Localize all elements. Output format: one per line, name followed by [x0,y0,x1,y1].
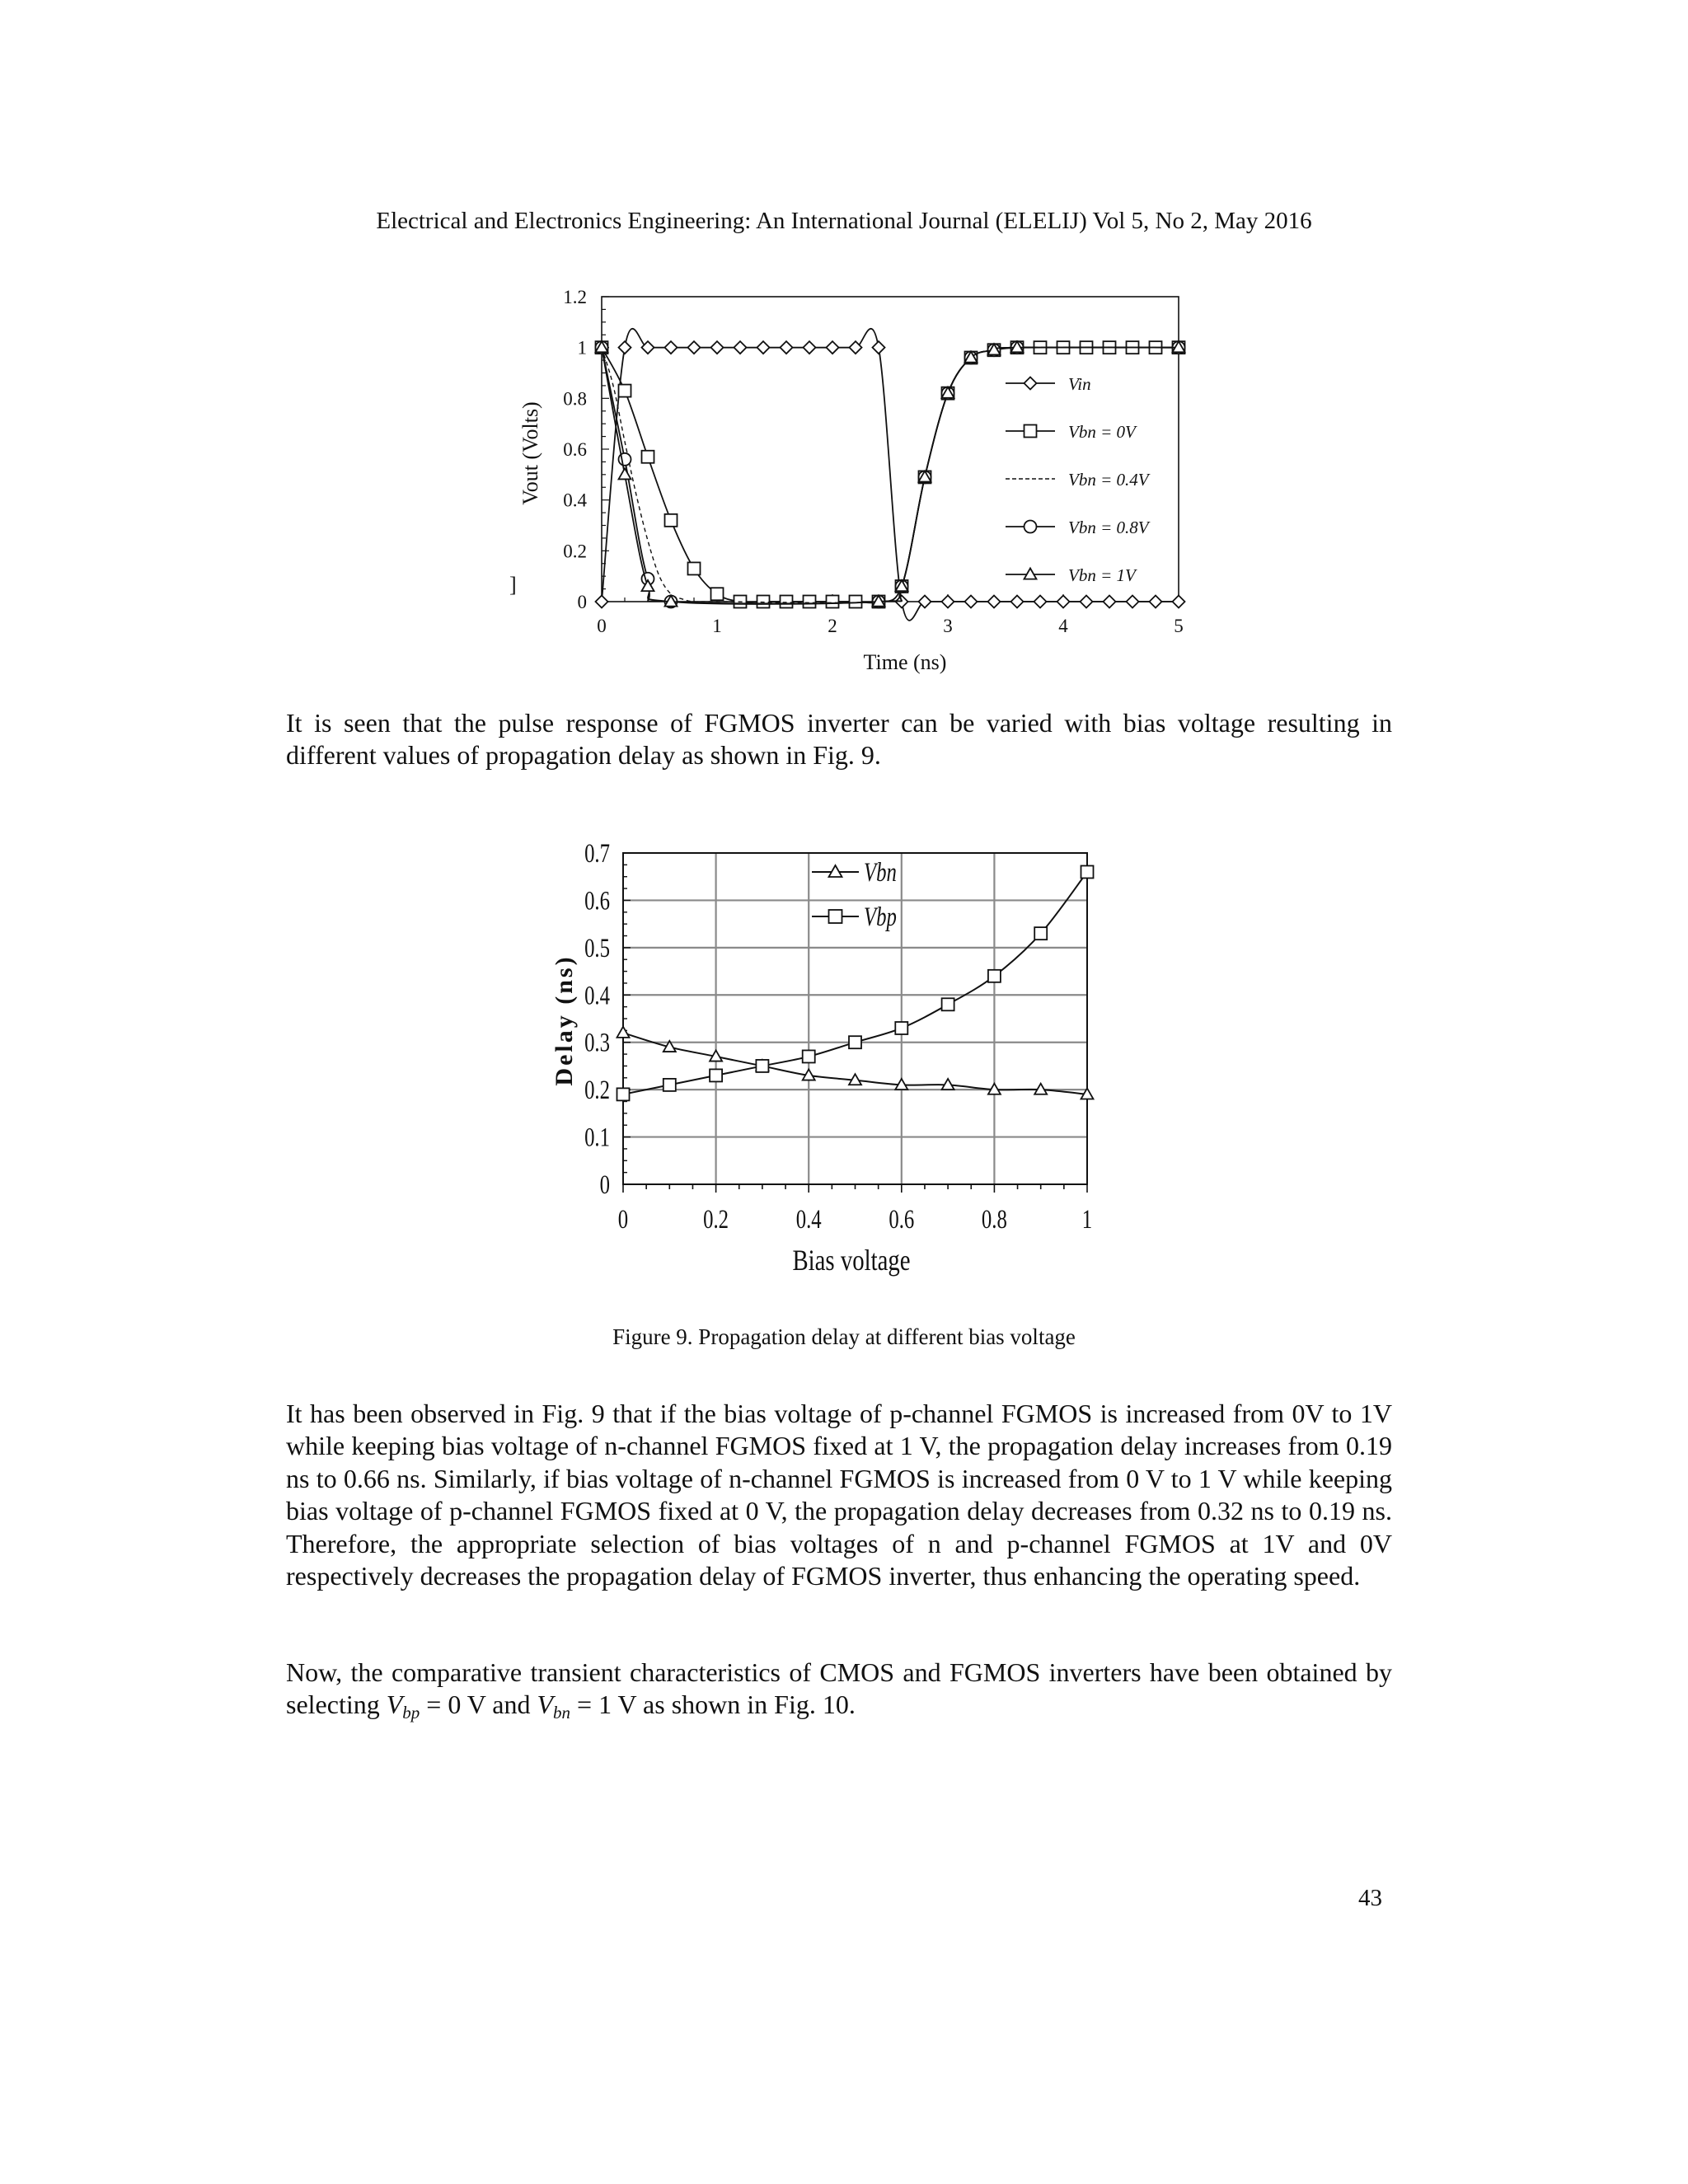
x-tick-label: 0.2 [703,1204,729,1235]
paragraph-3-text-mid: = 0 V and [420,1690,537,1720]
data-point-vin [1104,596,1116,608]
figure-9-caption: Figure 9. Propagation delay at different bias voltage [612,1324,1076,1349]
legend-label-vbp: Vbp [864,902,897,932]
x-tick-label: 2 [828,616,837,636]
data-point-vin [1173,596,1185,608]
legend-label-vbn-0v: Vbn = 0V [1068,422,1136,442]
x-tick-label: 0 [597,616,607,636]
data-point-vbn [617,1027,630,1038]
legend-marker-vbp [829,910,842,923]
v-bn-symbol: V [537,1690,554,1720]
data-point-vbp [617,1088,630,1100]
legend-label-vbn-0-8v: Vbn = 0.8V [1068,518,1149,537]
data-point-vbp [803,1050,815,1062]
y-tick-label: 0.2 [584,1075,610,1106]
x-tick-label: 0.8 [981,1204,1007,1235]
legend-marker-vin [1025,377,1037,390]
figure-9-chart [536,814,1129,1288]
data-point-vin [757,341,770,354]
y-tick-label: 0 [599,1169,610,1200]
legend-label-vbn-0-4v: Vbn = 0.4V [1068,470,1149,490]
x-tick-label: 3 [943,616,953,636]
data-point-vin [1150,596,1162,608]
data-point-vbp [849,1036,861,1048]
data-point-vbp [942,998,954,1010]
data-point-vbp [1081,865,1094,878]
data-point-vin [1081,596,1093,608]
data-point-vbp [895,1022,907,1034]
y-tick-label: 0.8 [563,388,587,410]
legend-label-vin: Vin [1068,374,1091,394]
x-tick-label: 0.6 [889,1204,915,1235]
legend-label-vbn-1v: Vbn = 1V [1068,565,1136,585]
data-point-vbn-0v [827,596,839,608]
data-point-vbp [756,1060,768,1072]
stray-mark: ] [509,573,517,597]
x-tick-label: 1 [1081,1204,1093,1235]
data-point-vbp [1034,927,1047,940]
data-point-vbp [663,1079,676,1091]
data-point-vbn-0v [619,385,631,397]
paragraph-3-text-start: Now, the comparative transient characteristics of CMOS and FGMOS inverters have been obtained by selecting [286,1657,1392,1720]
x-tick-label: 0 [617,1204,629,1235]
y-tick-label: 0.4 [584,981,610,1011]
legend-marker-vbn-1v [1025,569,1037,579]
data-point-vin [1127,596,1139,608]
data-point-vbn-0v [688,562,701,574]
data-point-vin [711,341,724,354]
running-header: Electrical and Electronics Engineering: An International Journal (ELELIJ) Vol 5, No 2, May 2016 [376,208,1312,234]
data-point-vbn-0v [804,596,816,608]
data-point-vin [688,341,701,354]
paragraph-3-text-end: = 1 V as shown in Fig. 10. [570,1690,856,1720]
legend-marker-vbn-0v [1025,425,1037,438]
x-tick-label: 4 [1058,616,1068,636]
paragraph-3 [286,1657,1392,1730]
y-axis-label: Vout (Volts) [518,401,542,505]
data-point-vin [942,596,954,608]
y-tick-label: 0.5 [584,933,610,963]
v-bp-subscript: bp [402,1703,420,1723]
y-tick-label: 0.6 [584,886,610,916]
data-point-vin [965,596,978,608]
y-tick-label: 0.3 [584,1028,610,1058]
v-bn-subscript: bn [553,1703,571,1723]
x-axis-label: Bias voltage [792,1244,911,1277]
legend-marker-vbn-0-8v [1025,521,1037,533]
paragraph-2: It has been observed in Fig. 9 that if the bias voltage of p-channel FGMOS is increased from 0V to 1V while keeping bias voltage of n-channel FGMOS fixed at 1 V, the propagation delay increases from 0.19 ns to 0.66 ns. Similarly, if bias voltage of n-channel FGMOS is increased from 0 V to 1 V while keeping bias voltage of p-channel FGMOS fixed at 0 V, the propagation delay decreases from 0.32 ns to 0.19 ns. Therefore, the appropriate selection of bias voltages of n and p-channel FGMOS at 1V and 0V respectively decreases the propagation delay of FGMOS inverter, thus enhancing the operating speed. [286,1399,1392,1591]
y-tick-label: 0 [577,592,587,612]
data-point-vin [1057,596,1070,608]
y-tick-label: 0.1 [584,1122,610,1153]
data-point-vbn-0v [642,451,654,463]
x-tick-label: 5 [1174,616,1184,636]
data-point-vbn-0v [711,588,724,600]
data-point-vbn-0v [665,514,678,527]
data-point-vbp [710,1069,722,1081]
data-point-vin [873,341,885,354]
x-tick-label: 0.4 [795,1204,822,1235]
v-bp-symbol: V [386,1690,403,1720]
data-point-vbn-0v [781,596,793,608]
y-tick-label: 0.2 [563,541,587,562]
data-point-vin [804,341,816,354]
x-tick-label: 1 [712,616,722,636]
data-point-vin [827,341,839,354]
x-axis-label: Time (ns) [863,650,947,674]
y-tick-label: 1.2 [563,287,587,307]
data-point-vin [734,341,747,354]
data-point-vin [596,596,608,608]
data-point-vbp [988,970,1001,982]
y-tick-label: 0.6 [563,439,587,460]
data-point-vin [1034,596,1047,608]
y-tick-label: 0.4 [563,490,587,511]
legend-label-vbn: Vbn [864,857,897,888]
data-point-vin [665,341,678,354]
data-point-vbn-0v [850,596,862,608]
page-number: 43 [1358,1885,1382,1911]
data-point-vbn-1v [619,468,631,479]
series-line-vbp [623,872,1087,1094]
data-point-vin [619,341,631,354]
paragraph-1: It is seen that the pulse response of FGMOS inverter can be varied with bias voltage resulting in different values of propagation delay as shown in Fig. 9. [286,708,1392,771]
y-axis-label: Delay (ns) [551,954,578,1086]
data-point-vin [781,341,793,354]
y-tick-label: 1 [577,337,587,359]
y-tick-label: 0.7 [584,838,610,869]
figure-8-chart [511,280,1236,684]
plot-frame [623,853,1087,1184]
data-point-vin [988,596,1001,608]
data-point-vin [1011,596,1024,608]
